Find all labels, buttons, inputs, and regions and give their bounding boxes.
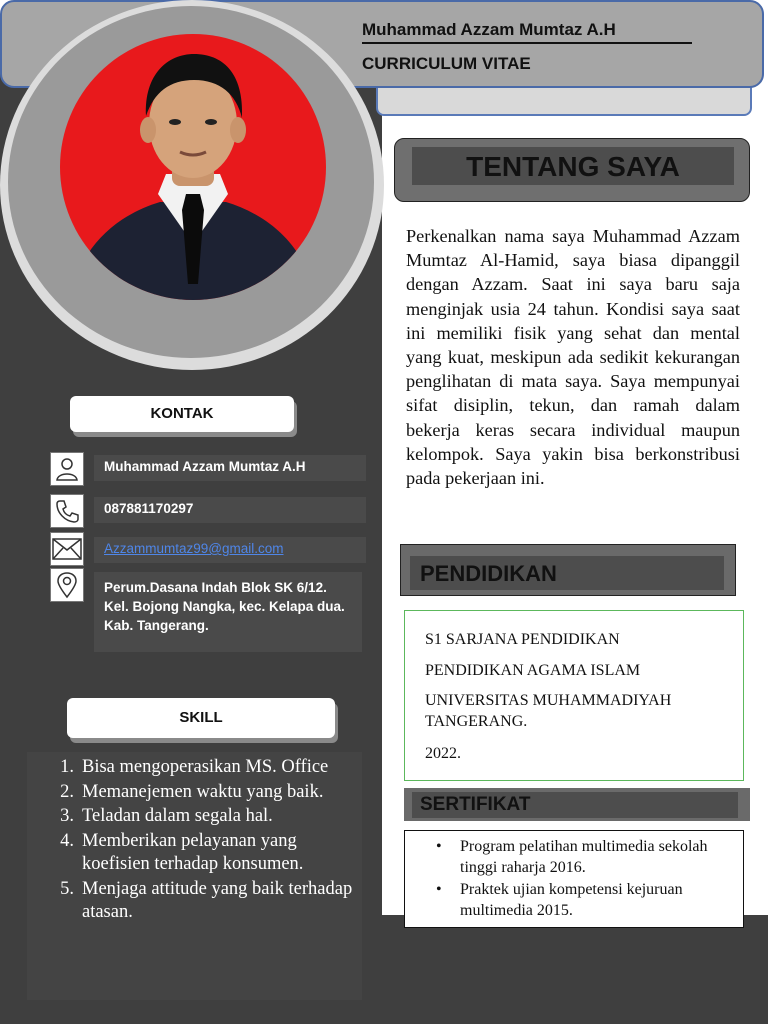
- list-item: 1. Bisa mengoperasikan MS. Office: [60, 757, 329, 777]
- phone-icon: [50, 494, 84, 528]
- about-text: Perkenalkan nama saya Muhammad Azzam Mumtaz Al-Hamid, saya biasa dipanggil dengan Azzam. Saat ini saya baru saja menginjak usia 24 tahun. Kondisi saya saat ini memiliki fisik yang sehat dan mental yang kuat, meskipun ada sedikit kekurangan penglihatan di mata saya. Saya mempunyai sifat disiplin, tekun, dan ramah dalam bekerja keras secara individual maupun kelompok. Saya yakin bisa berkonstribusi pada pekerjaan ini.: [406, 226, 740, 489]
- contact-phone: 087881170297: [94, 497, 366, 523]
- contact-email-link[interactable]: Azzammumtaz99@gmail.com: [94, 537, 366, 563]
- user-icon: [50, 452, 84, 486]
- list-item: 5. Menjaga attitude yang baik terhadap atasan.: [60, 878, 353, 922]
- person-photo-icon: [60, 34, 326, 300]
- skill-list: [52, 756, 362, 926]
- list-item: • Program pelatihan multimedia sekolah tinggi raharja 2016.: [436, 836, 736, 878]
- contact-name: Muhammad Azzam Mumtaz A.H: [94, 455, 366, 481]
- education-major: PENDIDIKAN AGAMA ISLAM: [425, 662, 641, 679]
- profile-photo: [60, 34, 326, 300]
- location-icon: [50, 568, 84, 602]
- education-year: 2022.: [425, 745, 461, 762]
- skill-heading: SKILL: [67, 698, 335, 738]
- list-item: • Praktek ujian kompetensi kejuruan multimedia 2015.: [436, 879, 736, 921]
- certificate-list: [436, 836, 736, 922]
- header-underline: [362, 42, 692, 44]
- header-name: Muhammad Azzam Mumtaz A.H: [362, 20, 616, 39]
- mail-icon: [50, 532, 84, 566]
- list-item: 3. Teladan dalam segala hal.: [60, 806, 273, 826]
- list-item: 4. Memberikan pelayanan yang koefisien terhadap konsumen.: [60, 830, 304, 874]
- bottom-bar: [382, 915, 768, 1024]
- contact-address: Perum.Dasana Indah Blok SK 6/12. Kel. Bojong Nangka, kec. Kelapa dua. Kab. Tangerang.: [94, 572, 362, 652]
- contact-heading: KONTAK: [70, 396, 294, 432]
- education-degree: S1 SARJANA PENDIDIKAN: [425, 631, 620, 648]
- certificate-heading: SERTIFIKAT: [420, 794, 531, 815]
- header-cv-title: CURRICULUM VITAE: [362, 54, 531, 73]
- education-heading: PENDIDIKAN: [420, 561, 557, 586]
- about-heading: TENTANG SAYA: [466, 151, 680, 182]
- list-item: 2. Memanejemen waktu yang baik.: [60, 781, 324, 802]
- education-university: UNIVERSITAS MUHAMMADIYAH TANGERANG.: [425, 692, 672, 730]
